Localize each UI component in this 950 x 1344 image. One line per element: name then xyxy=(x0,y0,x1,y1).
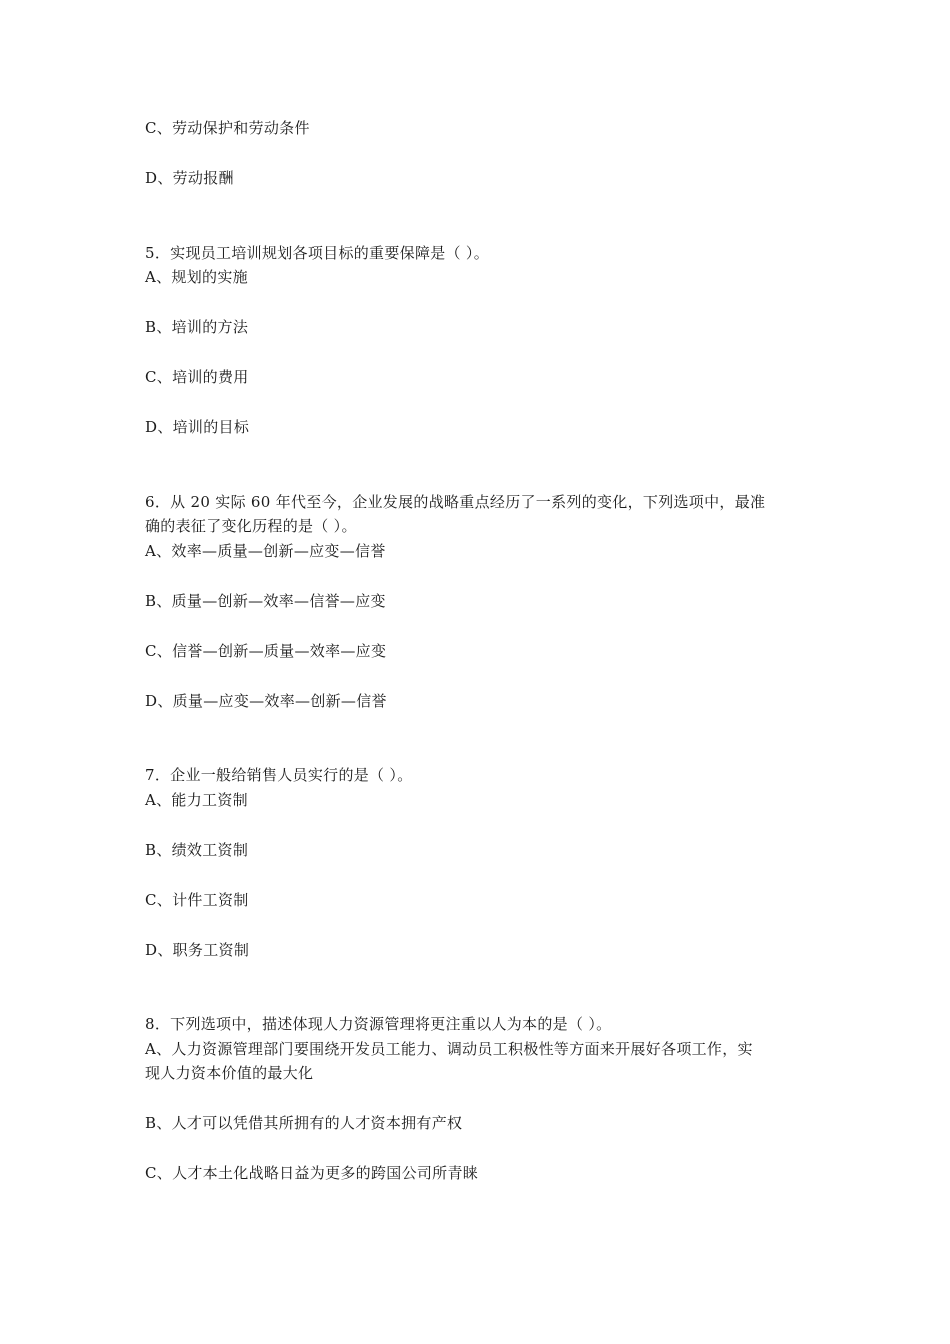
q7-option-d: D、职务工资制 xyxy=(145,941,250,959)
q6-option-a: A、效率—质量—创新—应变—信誉 xyxy=(145,542,386,560)
q7-option-c: C、计件工资制 xyxy=(145,891,249,909)
q8-option-c: C、人才本土化战略日益为更多的跨国公司所青睐 xyxy=(145,1164,479,1182)
q5-stem: 5．实现员工培训规划各项目标的重要保障是（ ）。 xyxy=(145,244,490,262)
q7-stem: 7．企业一般给销售人员实行的是（ ）。 xyxy=(145,766,413,784)
q6-stem-line2: 确的表征了变化历程的是（ ）。 xyxy=(145,517,357,535)
q7-option-a: A、能力工资制 xyxy=(145,791,248,809)
q5-option-b: B、培训的方法 xyxy=(145,318,249,336)
q4-option-c: C、劳动保护和劳动条件 xyxy=(145,119,310,137)
q8-option-b: B、人才可以凭借其所拥有的人才资本拥有产权 xyxy=(145,1114,463,1132)
q4-option-d: D、劳动报酬 xyxy=(145,169,234,187)
q6-option-c: C、信誉—创新—质量—效率—应变 xyxy=(145,642,387,660)
q6-option-b: B、质量—创新—效率—信誉—应变 xyxy=(145,592,386,610)
q8-option-a-line1: A、人力资源管理部门要围绕开发员工能力、调动员工积极性等方面来开展好各项工作，实 xyxy=(145,1040,753,1058)
q5-option-c: C、培训的费用 xyxy=(145,368,249,386)
q8-option-a-line2: 现人力资本价值的最大化 xyxy=(145,1064,314,1082)
q6-option-d: D、质量—应变—效率—创新—信誉 xyxy=(145,692,387,710)
q8-stem: 8．下列选项中，描述体现人力资源管理将更注重以人为本的是（ ）。 xyxy=(145,1015,612,1033)
q5-option-d: D、培训的目标 xyxy=(145,418,250,436)
q7-option-b: B、绩效工资制 xyxy=(145,841,249,859)
q5-option-a: A、规划的实施 xyxy=(145,268,248,286)
q6-stem-line1: 6．从 20 实际 60 年代至今，企业发展的战略重点经历了一系列的变化，下列选项中，最准 xyxy=(145,493,766,511)
